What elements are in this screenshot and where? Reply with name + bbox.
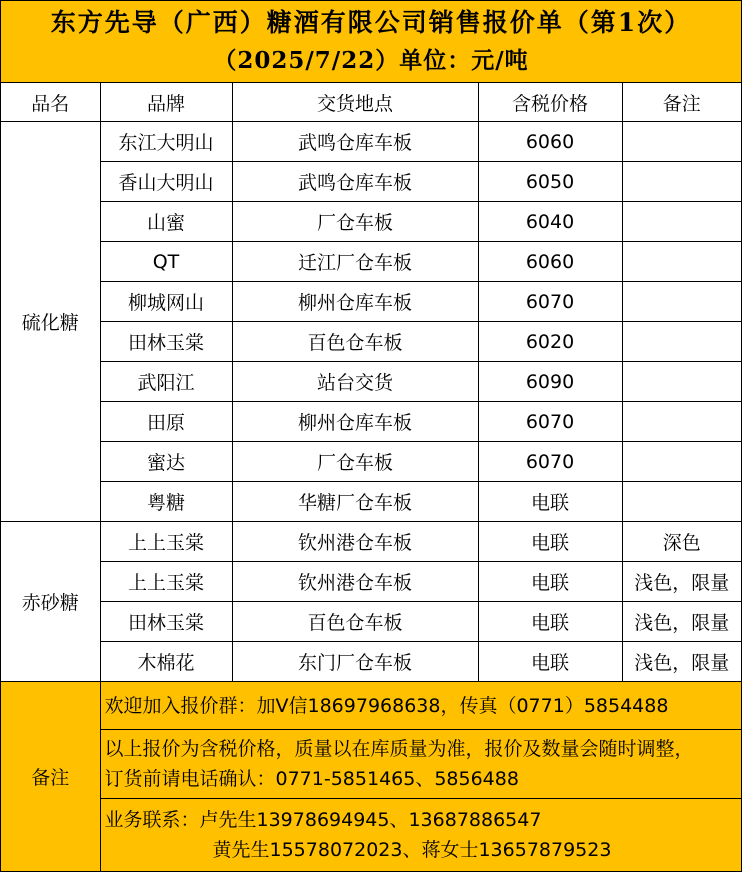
location-cell: 武鸣仓库车板: [232, 122, 478, 162]
note-contact-1: 业务联系：卢先生13978694945、13687886547: [104, 809, 542, 831]
location-cell: 华糖厂仓车板: [232, 482, 478, 522]
brand-cell: 木棉花: [100, 642, 232, 682]
location-cell: 厂仓车板: [232, 442, 478, 482]
note-cell: [622, 442, 741, 482]
table-row: [1, 642, 741, 682]
brand-cell: QT: [100, 242, 232, 282]
brand-cell: 山蜜: [100, 202, 232, 242]
notes-label: 备注: [1, 682, 100, 872]
price-cell: 6060: [478, 122, 622, 162]
location-cell: 百色仓车板: [232, 602, 478, 642]
brand-cell: 粤糖: [100, 482, 232, 522]
price-cell: 6070: [478, 402, 622, 442]
note-pricing-2: 订货前请电话确认：0771-5851465、5856488: [104, 768, 519, 790]
table-header-row: [1, 83, 741, 122]
table-row: [1, 562, 741, 602]
header-brand: 品牌: [100, 83, 232, 122]
table-row: [1, 242, 741, 282]
table-row: [1, 122, 741, 162]
price-cell: 6020: [478, 322, 622, 362]
header-location: 交货地点: [232, 83, 478, 122]
note-cell: [622, 322, 741, 362]
location-cell: 钦州港仓车板: [232, 522, 478, 562]
brand-cell: 香山大明山: [100, 162, 232, 202]
price-cell: 6070: [478, 442, 622, 482]
note-cell: 浅色，限量: [622, 642, 741, 682]
price-table: [1, 83, 741, 872]
location-cell: 钦州港仓车板: [232, 562, 478, 602]
note-cell: [622, 402, 741, 442]
price-cell: 6060: [478, 242, 622, 282]
price-cell: 电联: [478, 482, 622, 522]
header-product: 品名: [1, 83, 100, 122]
price-cell: 6050: [478, 162, 622, 202]
note-cell: 浅色，限量: [622, 602, 741, 642]
brand-cell: 上上玉棠: [100, 522, 232, 562]
brand-cell: 上上玉棠: [100, 562, 232, 602]
price-cell: 6040: [478, 202, 622, 242]
note-cell: [622, 122, 741, 162]
notes-row: [1, 682, 741, 730]
sheet-date-unit: （2025/7/22）单位：元/吨: [213, 47, 529, 74]
table-row: [1, 442, 741, 482]
location-cell: 柳州仓库车板: [232, 402, 478, 442]
table-row: [1, 402, 741, 442]
title-block: [1, 1, 741, 83]
location-cell: 东门厂仓车板: [232, 642, 478, 682]
note-cell: 深色: [622, 522, 741, 562]
table-row: [1, 282, 741, 322]
brand-cell: 东江大明山: [100, 122, 232, 162]
location-cell: 武鸣仓库车板: [232, 162, 478, 202]
brand-cell: 田林玉棠: [100, 322, 232, 362]
note-cell: [622, 242, 741, 282]
location-cell: 迁江厂仓车板: [232, 242, 478, 282]
note-cell: [622, 282, 741, 322]
header-price: 含税价格: [478, 83, 622, 122]
brand-cell: 田林玉棠: [100, 602, 232, 642]
table-row: [1, 162, 741, 202]
notes-row: [1, 799, 741, 872]
table-row: [1, 482, 741, 522]
price-cell: 6090: [478, 362, 622, 402]
note-cell: 浅色，限量: [622, 562, 741, 602]
note-cell: [622, 482, 741, 522]
price-cell: 电联: [478, 642, 622, 682]
table-row: [1, 602, 741, 642]
table-row: [1, 322, 741, 362]
note-cell: [622, 362, 741, 402]
location-cell: 厂仓车板: [232, 202, 478, 242]
sheet-title: 东方先导（广西）糖酒有限公司销售报价单（第1次）: [50, 8, 692, 37]
price-cell: 电联: [478, 602, 622, 642]
location-cell: 百色仓车板: [232, 322, 478, 362]
note-line-pricing: [100, 730, 741, 799]
product-name-cell: 硫化糖: [1, 122, 100, 522]
price-cell: 电联: [478, 522, 622, 562]
location-cell: 站台交货: [232, 362, 478, 402]
note-line-group-join: [100, 682, 741, 730]
note-group-join: 欢迎加入报价群：加V信18697968638，传真（0771）5854488: [104, 694, 669, 717]
note-line-contacts: [100, 799, 741, 872]
brand-cell: 蜜达: [100, 442, 232, 482]
location-cell: 柳州仓库车板: [232, 282, 478, 322]
note-cell: [622, 162, 741, 202]
note-cell: [622, 202, 741, 242]
brand-cell: 武阳江: [100, 362, 232, 402]
note-pricing-1: 以上报价为含税价格，质量以在库质量为准，报价及数量会随时调整，: [104, 738, 694, 760]
table-row: [1, 202, 741, 242]
table-row: [1, 362, 741, 402]
price-cell: 电联: [478, 562, 622, 602]
product-name-cell: 赤砂糖: [1, 522, 100, 682]
brand-cell: 柳城网山: [100, 282, 232, 322]
brand-cell: 田原: [100, 402, 232, 442]
price-cell: 6070: [478, 282, 622, 322]
header-note: 备注: [622, 83, 741, 122]
table-row: [1, 522, 741, 562]
notes-row: [1, 730, 741, 799]
note-contact-2: 黄先生15578072023、蒋女士13657879523: [212, 839, 612, 861]
